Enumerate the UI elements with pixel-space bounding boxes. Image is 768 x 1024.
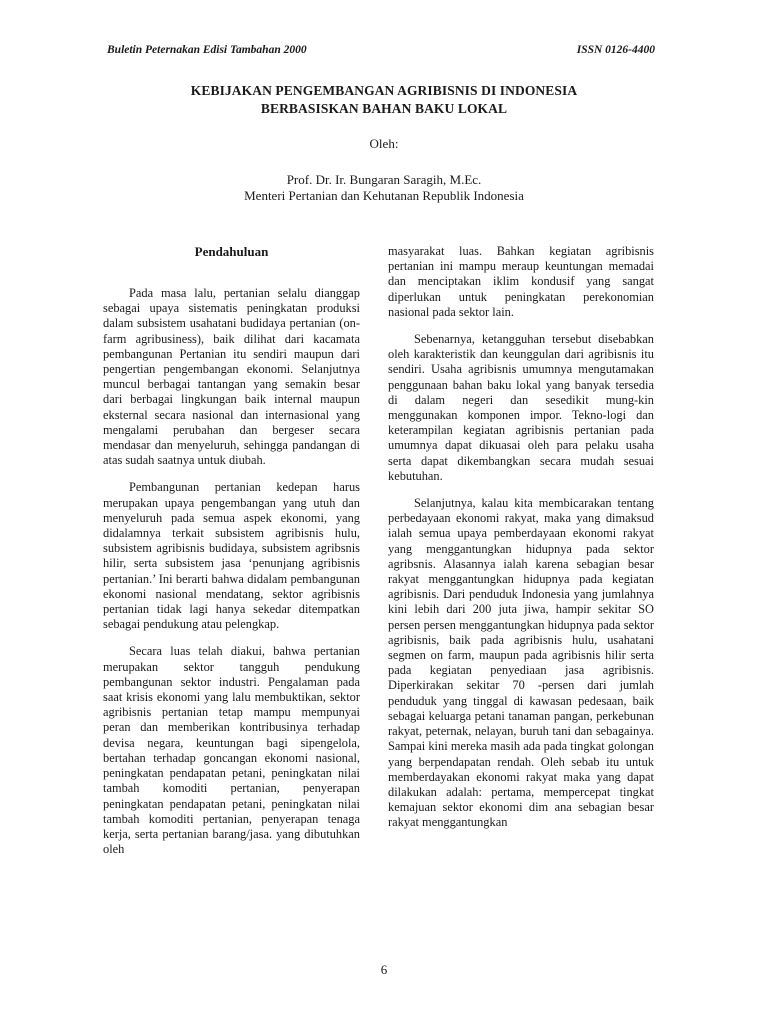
- right-column: [388, 244, 654, 843]
- paragraph: Selanjutnya, kalau kita membicarakan tentang perbedayaan ekonomi rakyat, maka yang dimaksud ialah semua upaya pemberdayaan ekonomi rakyat yang menggantungkan hidupnya pada sektor agribsnis. Alasannya ialah karena sebagian besar rakyat menggantungkan hidupnya pada kegiatan agribisnis. Dari penduduk Indonesia yang jumlahnya kini lebih dari 200 juta jiwa, hampir sekitar SO persen persen menggantungkan hidupnya pada sektor agribisnis, baik pada agribisnis hulu, usahatani segmen on farm, maupun pada agribisnis hilir serta pada kegiatan penyediaan jasa agribisnis. Diperkirakan sekitar 70 -persen dari jumlah penduduk yang tinggal di kawasan pedesaan, baik sebagai keluarga petani tanaman pangan, perkebunan rakyat, peternak, nelayan, buruh tani dan sebagainya. Sampai kini mereka masih ada pada tingkat golongan yang berpendapatan rendah. Oleh sebab itu untuk memberdayakan ekonomi rakyat maka yang dapat dilakukan adalah: pertama, mempercepat tingkat kemajuan sektor ekonomi dim ana sebagian besar rakyat menggantungkan: [388, 496, 654, 830]
- paragraph: Pada masa lalu, pertanian selalu dianggap sebagai upaya sistematis peningkatan produksi dalam subsistem usahatani budidaya pertanian (on-farm agribusiness), baik dilihat dari kacamata pembangunan Pertanian itu sendiri maupun dari pengertian pengembangan ekonomi. Selanjutnya muncul berbagai tantangan yang semakin besar dari berbagai lingkungan baik internal maupun eksternal secara nasional dan internasional yang mengalami perubahan dan bergeser secara mendasar dan menyeluruh, sehingga pandangan di atas sudah saatnya untuk diubah.: [103, 286, 360, 468]
- issn-number: ISSN 0126-4400: [576, 44, 655, 56]
- title-block: [0, 82, 768, 204]
- paragraph: masyarakat luas. Bahkan kegiatan agribisnis pertanian ini mampu meraup keuntungan memadai dan menciptakan iklim kondusif yang sangat diperlukan untuk peningkatan perekonomian nasional pada sektor lain.: [388, 244, 654, 319]
- author-name: Prof. Dr. Ir. Bungaran Saragih, M.Ec.: [286, 172, 482, 187]
- left-column: [103, 244, 360, 869]
- running-header: [107, 44, 655, 56]
- journal-name: Buletin Peternakan Edisi Tambahan 2000: [107, 44, 307, 56]
- paragraph: Secara luas telah diakui, bahwa pertanian merupakan sektor tangguh pendukung pembangunan sektor industri. Pengalaman pada saat krisis ekonomi yang lalu membuktikan, sektor agribisnis pertanian tetap mampu mempunyai peran dan memberikan kontribusinya terhadap devisa negara, keuntungan bagi sipengelola, bertahan terhadap goncangan ekonomi nasional, peningkatan pendapatan petani, peningkatan nilai tambah komoditi pertanian, penyerapan peningkatan pendapatan petani, peningkatan nilai tambah komoditi pertanian, penyerapan tenaga kerja, serta pertanian barang/jasa. yang dibutuhkan oleh: [103, 644, 360, 857]
- section-heading: Pendahuluan: [194, 244, 269, 259]
- paper-title-line-2: BERBASISKAN BAHAN BAKU LOKAL: [260, 101, 508, 116]
- byline-label: Oleh:: [369, 136, 399, 151]
- paragraph: Sebenarnya, ketangguhan tersebut disebabkan oleh karakteristik dan keunggulan dari agribisnis itu sendiri. Usaha agribisnis umumnya mengutamakan penggunaan bahan baku lokal yang banyak tersedia di dalam negeri dan sesedikit mung-kin menggunakan komponen impor. Tekno-logi dan keterampilan kegiatan agribisnis pertanian pada umumnya dapat dikuasai oleh para pelaku usaha serta dapat dikembangkan secara mudah sesuai kebutuhan.: [388, 332, 654, 483]
- author-affiliation: Menteri Pertanian dan Kehutanan Republik Indonesia: [244, 188, 524, 203]
- page-number: 6: [380, 962, 388, 977]
- paper-title-line-1: KEBIJAKAN PENGEMBANGAN AGRIBISNIS DI INDONESIA: [190, 83, 578, 98]
- paragraph: Pembangunan pertanian kedepan harus merupakan upaya pengembangan yang utuh dan menyeluruh pada semua aspek ekonomi, yang didalamnya terkait subsistem agribisnis hulu, subsistem agribisnis budidaya, subsistem agribsnis hilir, serta subsistem jasa ‘penunjang agribisnis pertanian.’ Ini berarti bahwa didalam pembangunan ekonomi nasional mendatang, sektor agribisnis pertanian tidak lagi hanya sekedar ditempatkan sebagai pendukung atau pelengkap.: [103, 480, 360, 632]
